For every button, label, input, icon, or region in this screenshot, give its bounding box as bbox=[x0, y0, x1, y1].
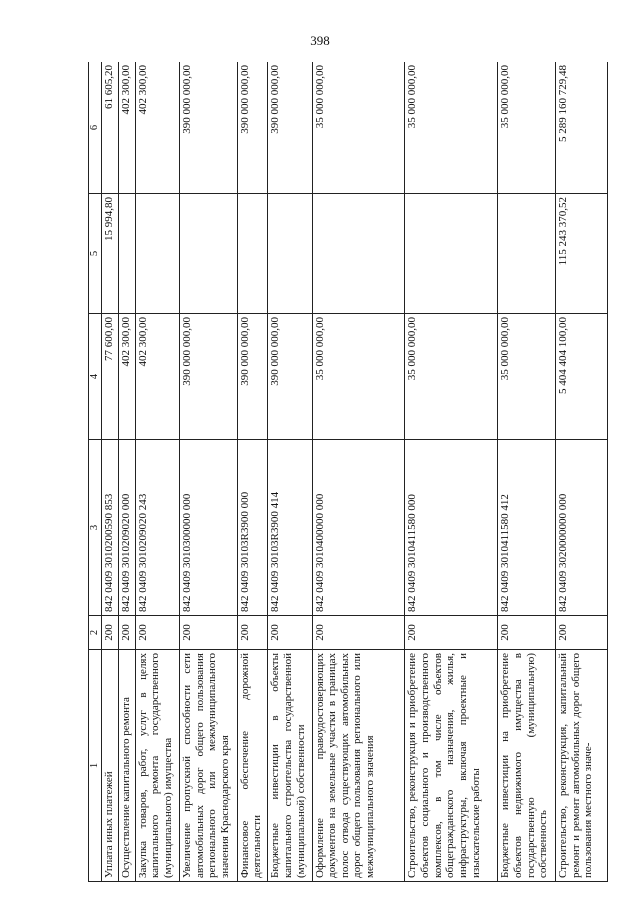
row-kbk: 842 0409 3010411580 412 bbox=[498, 440, 556, 616]
budget-table bbox=[88, 62, 608, 882]
header-col-3: 3 bbox=[89, 440, 102, 616]
row-col6: 390 000 000,00 bbox=[268, 62, 312, 194]
row-code: 200 bbox=[556, 616, 608, 650]
table-row bbox=[102, 62, 119, 882]
row-kbk: 842 0409 3010300000 000 bbox=[180, 440, 238, 616]
row-code: 200 bbox=[135, 616, 179, 650]
row-name: Увеличение пропускной способности сети автомобильных дорог общего пользования регионального или межмуниципального значения Краснодарского края bbox=[180, 650, 238, 882]
row-col4: 390 000 000,00 bbox=[180, 314, 238, 440]
row-name: Финансовое обеспечение дорожной деятельности bbox=[237, 650, 268, 882]
row-kbk: 842 0409 3010209020 000 bbox=[118, 440, 135, 616]
row-col4: 35 000 000,00 bbox=[498, 314, 556, 440]
table-header-row bbox=[89, 62, 102, 882]
row-name: Осуществление капитального ремонта bbox=[118, 650, 135, 882]
table-container bbox=[88, 62, 608, 882]
row-col6: 61 605,20 bbox=[102, 62, 119, 194]
row-col6: 390 000 000,00 bbox=[237, 62, 268, 194]
row-code: 200 bbox=[118, 616, 135, 650]
rotated-table bbox=[88, 62, 608, 882]
row-col6: 35 000 000,00 bbox=[312, 62, 405, 194]
row-kbk: 842 0409 3010400000 000 bbox=[312, 440, 405, 616]
table-row bbox=[180, 62, 238, 882]
row-col5 bbox=[312, 194, 405, 314]
row-col4: 390 000 000,00 bbox=[268, 314, 312, 440]
header-col-1: 1 bbox=[89, 650, 102, 882]
row-col5 bbox=[405, 194, 498, 314]
table-row bbox=[237, 62, 268, 882]
row-col5 bbox=[118, 194, 135, 314]
table-row bbox=[312, 62, 405, 882]
row-col6: 402 300,00 bbox=[118, 62, 135, 194]
row-kbk: 842 0409 3020000000 000 bbox=[556, 440, 608, 616]
row-code: 200 bbox=[180, 616, 238, 650]
row-col4: 390 000 000,00 bbox=[237, 314, 268, 440]
header-col-2: 2 bbox=[89, 616, 102, 650]
row-col5 bbox=[135, 194, 179, 314]
row-col6: 5 289 160 729,48 bbox=[556, 62, 608, 194]
header-col-4: 4 bbox=[89, 314, 102, 440]
row-name: Бюджетные инвестиции в объекты капитального строительства государственной (муниципальной) собственности bbox=[268, 650, 312, 882]
row-col4: 77 600,00 bbox=[102, 314, 119, 440]
row-code: 200 bbox=[498, 616, 556, 650]
row-col5 bbox=[180, 194, 238, 314]
row-kbk: 842 0409 30103R3900 000 bbox=[237, 440, 268, 616]
row-code: 200 bbox=[102, 616, 119, 650]
row-col5: 15 994,80 bbox=[102, 194, 119, 314]
table-row bbox=[268, 62, 312, 882]
row-col6: 390 000 000,00 bbox=[180, 62, 238, 194]
table-row bbox=[118, 62, 135, 882]
row-col4: 5 404 404 100,00 bbox=[556, 314, 608, 440]
table-row bbox=[135, 62, 179, 882]
row-col5 bbox=[268, 194, 312, 314]
row-kbk: 842 0409 3010209020 243 bbox=[135, 440, 179, 616]
row-col5 bbox=[237, 194, 268, 314]
page-number: 398 bbox=[310, 33, 330, 48]
row-code: 200 bbox=[268, 616, 312, 650]
row-code: 200 bbox=[312, 616, 405, 650]
row-col6: 35 000 000,00 bbox=[405, 62, 498, 194]
row-col4: 35 000 000,00 bbox=[312, 314, 405, 440]
row-col4: 402 300,00 bbox=[118, 314, 135, 440]
row-col4: 402 300,00 bbox=[135, 314, 179, 440]
header-col-6: 6 bbox=[89, 62, 102, 194]
row-name: Оформление правоудостоверяющих документов на земельные участки в границах полос отвода существующих автомобильных дорог общего пользования регионального или межмуниципального значения bbox=[312, 650, 405, 882]
row-name: Строительство, реконструкция и приобретение объектов социального и производственного комплексов, в том числе объектов общегражданского назначения, жилья, инфраструктуры, включая проектные и изыскательские работы bbox=[405, 650, 498, 882]
table-row bbox=[405, 62, 498, 882]
row-col5: 115 243 370,52 bbox=[556, 194, 608, 314]
table-row bbox=[498, 62, 556, 882]
row-kbk: 842 0409 30103R3900 414 bbox=[268, 440, 312, 616]
row-kbk: 842 0409 3010411580 000 bbox=[405, 440, 498, 616]
row-code: 200 bbox=[405, 616, 498, 650]
table-row bbox=[556, 62, 608, 882]
row-name: Уплата иных платежей bbox=[102, 650, 119, 882]
row-code: 200 bbox=[237, 616, 268, 650]
row-col5 bbox=[498, 194, 556, 314]
row-col6: 402 300,00 bbox=[135, 62, 179, 194]
row-col4: 35 000 000,00 bbox=[405, 314, 498, 440]
row-name: Бюджетные инвестиции на приобретение объектов недвижимого имущества в государственную (муниципальную) собственность bbox=[498, 650, 556, 882]
row-name: Строительство, реконструкция, капитальный ремонт и ремонт автомобильных дорог общего пользования местного значе- bbox=[556, 650, 608, 882]
header-col-5: 5 bbox=[89, 194, 102, 314]
row-kbk: 842 0409 3010200590 853 bbox=[102, 440, 119, 616]
row-name: Закупка товаров, работ, услуг в целях капитального ремонта государственного (муниципального) имущества bbox=[135, 650, 179, 882]
row-col6: 35 000 000,00 bbox=[498, 62, 556, 194]
